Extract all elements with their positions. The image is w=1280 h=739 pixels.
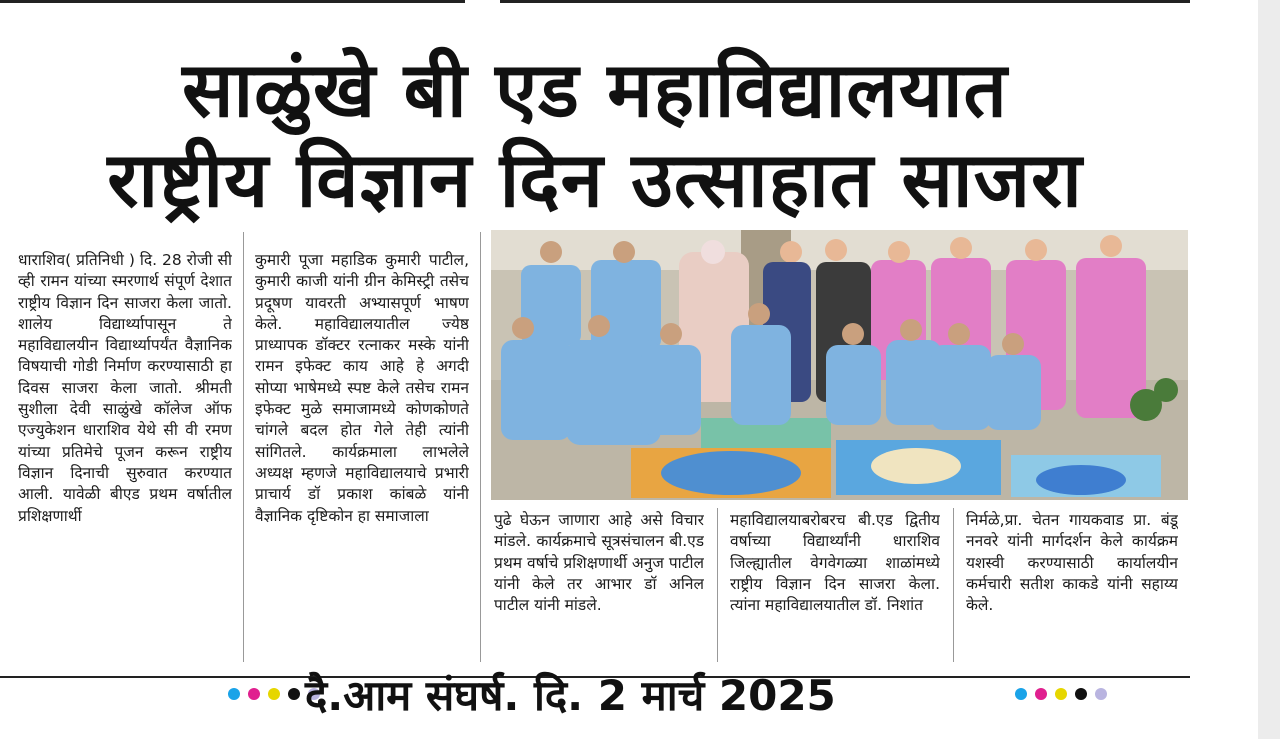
event-photo (491, 230, 1188, 500)
article-column-2: कुमारी पूजा महाडिक कुमारी पाटील, कुमारी काजी यांनी ग्रीन केमिस्ट्री तसेच प्रदूषण यावरती अभ्यासपूर्ण भाषण केले. महाविद्यालयातील ज्येष्ठ प्राध्यापक डॉक्टर रत्नाकर मस्के यांनी रामन इफेक्ट काय आहे हे अगदी सोप्या भाषेमध्ये स्पष्ट केले तसेच रामन इफेक्ट मुळे समाजामध्ये कोणकोणते चांगले बदल होत गेले तेही त्यांनी सांगितले. कार्यक्रमाला लाभलेले अध्यक्ष म्हणजे महाविद्यालयाचे प्रभारी प्राचार्य डॉ प्रकाश कांबळे यांनी वैज्ञानिक दृष्टिकोन हा समाजाला (255, 251, 469, 525)
column-divider (717, 508, 718, 662)
yellow-dot (1055, 688, 1067, 700)
article-column-1: धाराशिव( प्रतिनिधी ) दि. 28 रोजी सी व्ही रामन यांच्या स्मरणार्थ संपूर्ण देशात राष्ट्रीय विज्ञान दिन साजरा केला जातो. शालेय विद्यार्थ्यापासून ते महाविद्यालयीन विद्यार्थ्यापर्यंत वैज्ञानिक विषयाची गोडी निर्माण करण्यासाठी हा दिवस साजरा केला जातो. श्रीमती सुशीला देवी साळुंखे कॉलेज ऑफ एज्युकेशन धाराशिव येथे सी वी रमण यांच्या प्रतिमेचे पूजन करून राष्ट्रीय विज्ञान दिनाची सुरुवात करण्यात आली. यावेळी बीएड प्रथम वर्षातील प्रशिक्षणार्थी (18, 251, 232, 525)
publication-source: दै.आम संघर्ष. दि. 2 मार्च 2025 (305, 671, 836, 720)
yellow-dot (268, 688, 280, 700)
column-divider (480, 232, 481, 662)
article-column-3: पुढे घेऊन जाणारा आहे असे विचार मांडले. कार्यक्रमाचे सूत्रसंचालन बी.एड प्रथम वर्षाचे प्रशिक्षणार्थी अनुज पाटील यांनी केले तर आभार डॉ अनिल पाटील यांनी मांडले. (494, 511, 704, 615)
column-divider (953, 508, 954, 662)
lavender-dot (1095, 688, 1107, 700)
page-edge (1258, 0, 1280, 739)
column-divider (243, 232, 244, 662)
article-column-5: निर्मळे,प्रा. चेतन गायकवाड प्रा. बंडू ननवरे यांनी मार्गदर्शन केले कार्यक्रम यशस्वी करण्यासाठी कार्यालयीन कर्मचारी सतीश काकडे यांनी सहाय्य केले. (966, 511, 1178, 615)
magenta-dot (248, 688, 260, 700)
headline-line-2: राष्ट्रीय विज्ञान दिन उत्साहात साजरा (107, 135, 1083, 224)
print-dots-right (1015, 688, 1125, 704)
cyan-dot (228, 688, 240, 700)
top-rule-right (500, 0, 1190, 3)
headline-line-1: साळुंखे बी एड महाविद्यालयात (182, 45, 1008, 134)
magenta-dot (1035, 688, 1047, 700)
black-dot (1075, 688, 1087, 700)
top-rule-left (0, 0, 465, 3)
cyan-dot (1015, 688, 1027, 700)
black-dot (288, 688, 300, 700)
article-column-4: महाविद्यालयाबरोबरच बी.एड द्वितीय वर्षाच्या विद्यार्थ्यांनी धाराशिव जिल्ह्यातील वेगवेगळ्या शाळांमध्ये राष्ट्रीय विज्ञान दिन साजरा केला. त्यांना महाविद्यालयातील डॉ. निशांत (730, 511, 940, 615)
